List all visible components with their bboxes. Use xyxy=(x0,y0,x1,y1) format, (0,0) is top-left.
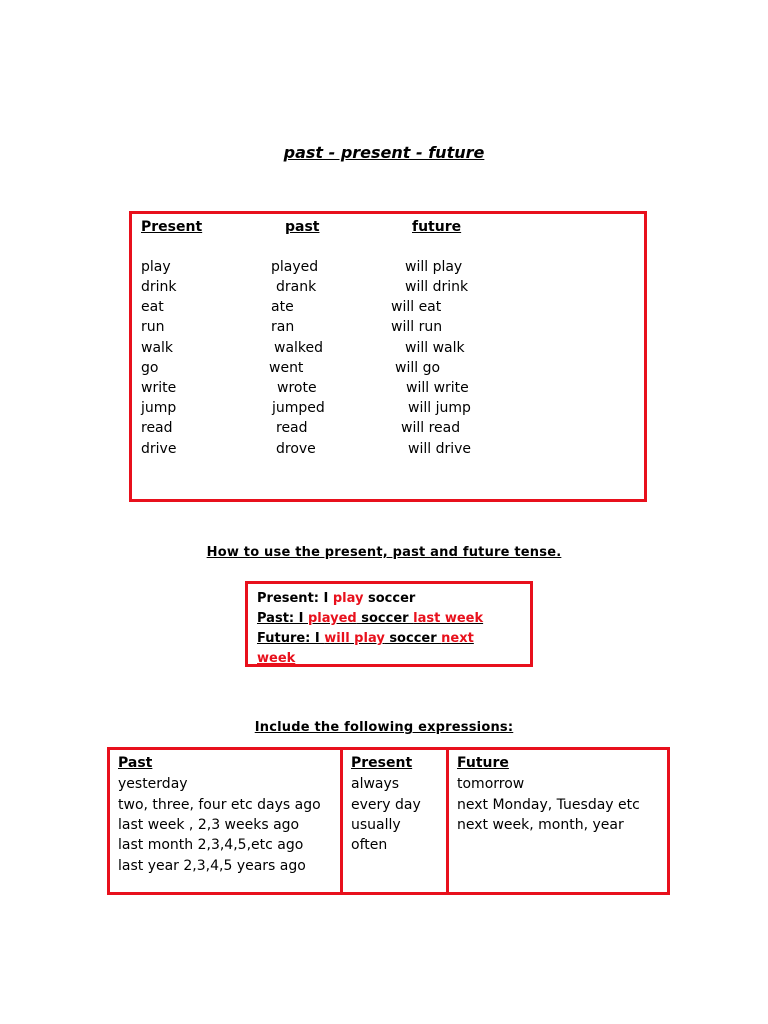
verb-future: will write xyxy=(406,380,469,396)
verb-row xyxy=(132,380,644,400)
verb-future: will jump xyxy=(408,400,471,416)
example-future-rest: soccer xyxy=(384,631,442,646)
verb-row xyxy=(132,259,644,279)
verb-row xyxy=(132,340,644,360)
verb-present: run xyxy=(141,319,165,335)
verb-future: will drive xyxy=(408,441,471,457)
expression-item: yesterday xyxy=(118,776,188,792)
verb-present: write xyxy=(141,380,177,396)
verb-past: read xyxy=(276,420,308,436)
example-present-rest: soccer xyxy=(363,591,416,606)
expression-item: every day xyxy=(351,797,421,813)
verb-header-past: past xyxy=(285,219,320,235)
example-future xyxy=(257,631,474,646)
example-past-verb: played xyxy=(308,611,357,626)
verb-past: jumped xyxy=(272,400,325,416)
verb-present: read xyxy=(141,420,173,436)
verb-tense-box xyxy=(129,211,647,502)
expression-item: next Monday, Tuesday etc xyxy=(457,797,640,813)
verb-present: drive xyxy=(141,441,177,457)
example-future-time: next xyxy=(441,631,474,646)
verb-row xyxy=(132,441,644,461)
expression-item: often xyxy=(351,837,388,853)
expressions-header-past: Past xyxy=(118,755,153,771)
verb-past: ran xyxy=(271,319,295,335)
example-present-verb: play xyxy=(332,591,364,606)
verb-row xyxy=(132,400,644,420)
verb-row xyxy=(132,279,644,299)
expressions-table xyxy=(107,747,670,895)
expression-item: usually xyxy=(351,817,401,833)
verb-past: went xyxy=(269,360,304,376)
expression-item: last week , 2,3 weeks ago xyxy=(118,817,300,833)
verb-header-future: future xyxy=(412,219,462,235)
verb-future: will run xyxy=(391,319,443,335)
expressions-heading: Include the following expressions: xyxy=(254,720,514,735)
example-present xyxy=(257,591,415,606)
verb-past: played xyxy=(271,259,319,275)
verb-row xyxy=(132,319,644,339)
verb-future: will drink xyxy=(405,279,469,295)
verb-present: play xyxy=(141,259,171,275)
verb-future: will play xyxy=(405,259,463,275)
verb-past: ate xyxy=(271,299,294,315)
expression-item: next week, month, year xyxy=(457,817,624,833)
howto-heading: How to use the present, past and future tense. xyxy=(206,545,562,560)
expressions-column-present xyxy=(340,750,446,892)
expression-item: two, three, four etc days ago xyxy=(118,797,321,813)
expressions-header-future: Future xyxy=(457,755,509,771)
verb-past: drank xyxy=(276,279,317,295)
verb-future: will read xyxy=(401,420,461,436)
verb-present: eat xyxy=(141,299,164,315)
verb-row xyxy=(132,420,644,440)
expressions-column-past xyxy=(110,750,340,892)
verb-past: walked xyxy=(274,340,324,356)
verb-present: walk xyxy=(141,340,174,356)
example-box xyxy=(245,581,533,667)
verb-present: go xyxy=(141,360,159,376)
expression-item: always xyxy=(351,776,400,792)
example-future-label: Future: I xyxy=(257,631,325,646)
example-past-time: last week xyxy=(413,611,484,626)
example-past xyxy=(257,611,483,626)
example-future-verb: will play xyxy=(324,631,385,646)
expression-item: last year 2,3,4,5 years ago xyxy=(118,858,306,874)
expressions-column-future xyxy=(446,750,667,892)
verb-future: will go xyxy=(395,360,441,376)
verb-future: will eat xyxy=(391,299,442,315)
verb-future: will walk xyxy=(405,340,465,356)
expressions-header-present: Present xyxy=(351,755,413,771)
example-present-label: Present: I xyxy=(257,591,333,606)
page-title: past - present - future xyxy=(283,143,485,162)
verb-header-present: Present xyxy=(141,219,203,235)
verb-past: wrote xyxy=(277,380,317,396)
verb-row xyxy=(132,360,644,380)
verb-present: jump xyxy=(141,400,177,416)
expression-item: tomorrow xyxy=(457,776,525,792)
example-past-label: Past: I xyxy=(257,611,308,626)
verb-past: drove xyxy=(276,441,316,457)
expression-item: last month 2,3,4,5,etc ago xyxy=(118,837,304,853)
verb-present: drink xyxy=(141,279,177,295)
example-future-wrap: week xyxy=(257,651,296,666)
verb-row xyxy=(132,299,644,319)
example-past-rest: soccer xyxy=(356,611,414,626)
